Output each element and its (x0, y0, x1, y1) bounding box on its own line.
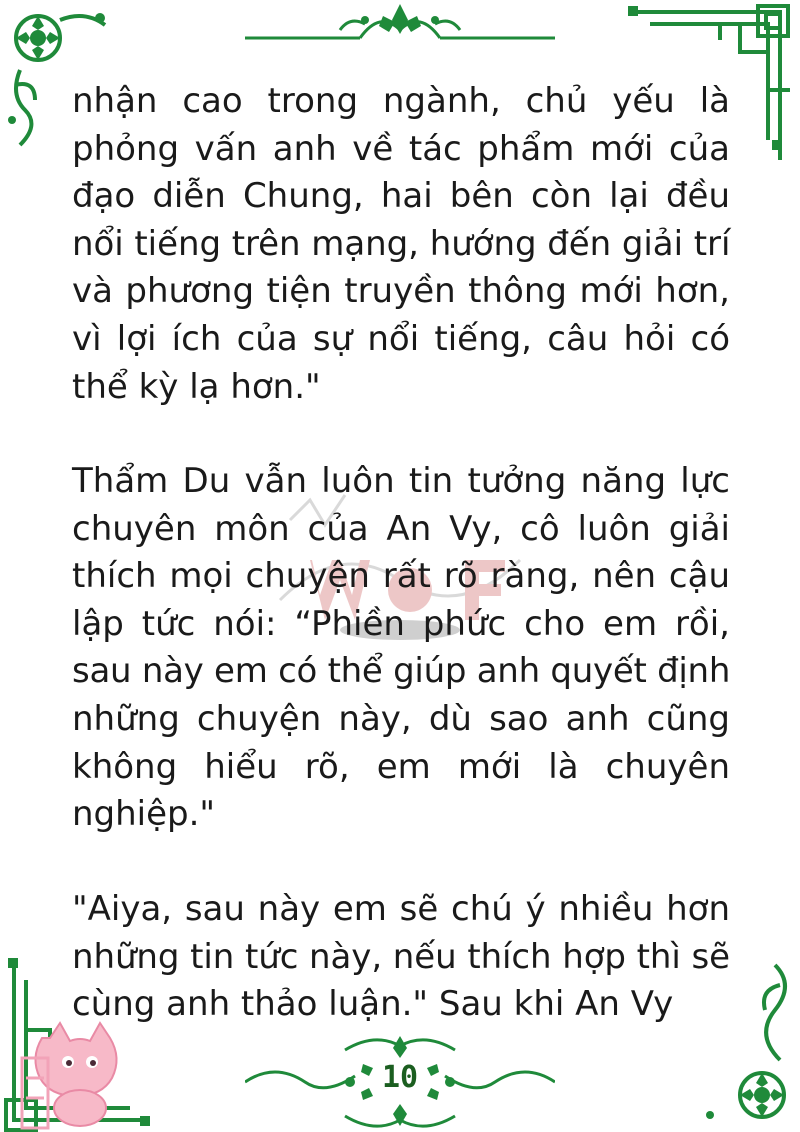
text-line: nghiệp." (72, 794, 216, 835)
text-line: không hiểu rõ, em mới là chuyên (72, 746, 730, 787)
text-line: nổi tiếng trên mạng, hướng đến giải trí (72, 223, 731, 264)
text-line: chuyên môn của An Vy, cô luôn giải (72, 508, 730, 549)
text-line: phỏng vấn anh về tác phẩm mới của (72, 128, 730, 169)
text-line: đạo diễn Chung, hai bên còn lại đều (72, 176, 730, 217)
text-line: những tin tức này, nếu thích hợp thì sẽ (72, 936, 730, 977)
text-line: thích mọi chuyện rất rõ ràng, nên cậu (72, 556, 730, 597)
text-line: nhận cao trong ngành, chủ yếu là (72, 81, 730, 121)
paragraph-1 (72, 78, 730, 411)
header-ornament (245, 0, 555, 50)
text-line: vì lợi ích của sự nổi tiếng, câu hỏi có (72, 318, 730, 359)
page-number: 10 (381, 1060, 419, 1095)
text-line: lập tức nói: “Phiền phức cho em rồi, (72, 603, 730, 644)
text-line: cùng anh thảo luận." Sau khi An Vy (72, 984, 674, 1025)
text-line: thể kỳ lạ hơn." (72, 366, 321, 407)
text-line: Thẩm Du vẫn luôn tin tưởng năng lực (72, 461, 730, 501)
text-line: những chuyện này, dù sao anh cũng (72, 698, 730, 739)
paragraph-3 (72, 886, 730, 1029)
text-line: sau này em có thể giúp anh quyết định (72, 651, 731, 692)
cat-mascot-icon (20, 1018, 130, 1132)
text-line: "Aiya, sau này em sẽ chú ý nhiều hơn (72, 889, 730, 929)
paragraph-2 (72, 458, 730, 839)
text-line: và phương tiện truyền thông mới hơn, (72, 271, 730, 312)
